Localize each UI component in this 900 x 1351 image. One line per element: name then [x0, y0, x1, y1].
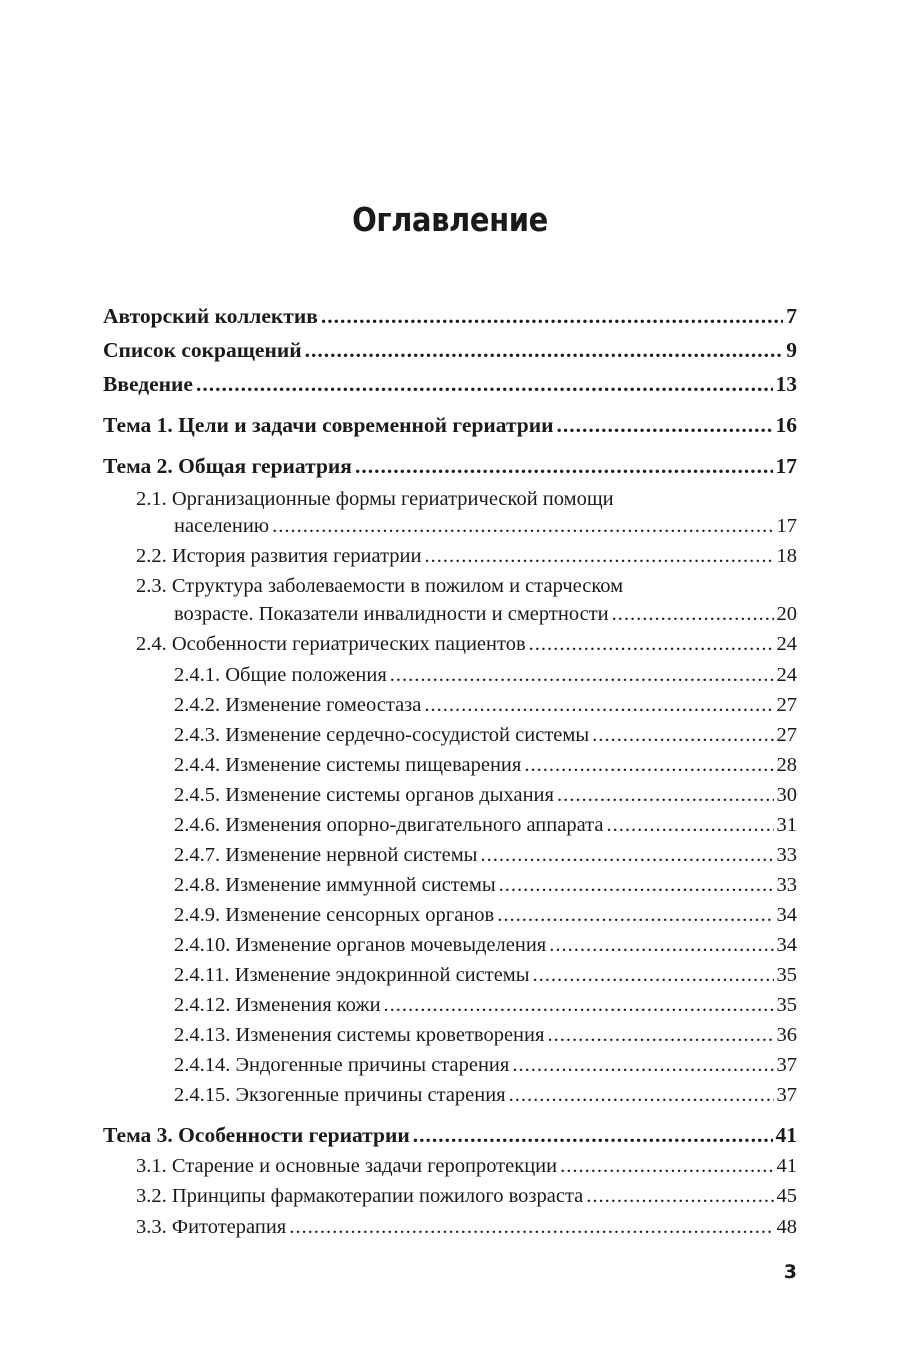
toc-entry-page: 20 — [776, 603, 797, 625]
toc-entry-label: 2.4.10. Изменение органов мочевыделения — [174, 934, 547, 956]
toc-entry-page: 37 — [776, 1084, 797, 1106]
dot-leader — [413, 1120, 773, 1150]
toc-entry[interactable] — [103, 335, 797, 365]
toc-entry-label: Тема 3. Особенности гериатрии — [103, 1123, 410, 1147]
dot-leader — [557, 780, 774, 810]
toc-entry-page: 33 — [776, 874, 797, 896]
toc-entry-page: 35 — [776, 964, 797, 986]
toc-entry[interactable] — [174, 511, 797, 541]
toc-entry-label: 2.4.3. Изменение сердечно-сосудистой системы — [174, 724, 590, 746]
toc-entry[interactable] — [174, 780, 797, 810]
toc-entry[interactable] — [174, 1020, 797, 1050]
dot-leader — [390, 660, 774, 690]
toc-entry-page: 24 — [776, 633, 797, 655]
toc-entry-label: Список сокращений — [103, 338, 302, 362]
dot-leader — [499, 870, 774, 900]
toc-entry[interactable] — [136, 1181, 797, 1211]
toc-entry-label: 2.4.7. Изменение нервной системы — [174, 844, 478, 866]
toc-entry[interactable] — [174, 690, 797, 720]
dot-leader — [586, 1181, 773, 1211]
page-title: Оглавление — [352, 200, 548, 239]
toc-entry-page: 7 — [786, 304, 797, 328]
toc-entry-page: 34 — [776, 904, 797, 926]
toc-entry[interactable] — [136, 541, 797, 571]
toc-entry[interactable] — [174, 930, 797, 960]
toc-entry-label: 2.4.6. Изменения опорно-двигательного аппарата — [174, 814, 604, 836]
toc-entry-page: 17 — [775, 454, 797, 478]
toc-entry-page: 18 — [776, 545, 797, 567]
toc-entry-page: 41 — [776, 1155, 797, 1177]
toc-entry-label-line1[interactable]: 2.3. Структура заболеваемости в пожилом и старческом — [136, 575, 624, 597]
toc-entry-label: возрасте. Показатели инвалидности и смертности — [174, 603, 609, 625]
toc-entry-label: 3.2. Принципы фармакотерапии пожилого возраста — [136, 1185, 584, 1207]
toc-entry[interactable] — [103, 1120, 797, 1150]
toc-entry-page: 48 — [776, 1216, 797, 1238]
toc-entry-page: 17 — [776, 515, 797, 537]
toc-entry-label: Введение — [103, 372, 193, 396]
toc-entry[interactable] — [103, 451, 797, 481]
toc-entry-page: 45 — [776, 1185, 797, 1207]
toc-entry[interactable] — [136, 629, 797, 659]
dot-leader — [606, 810, 773, 840]
toc-entry-label: 2.4.12. Изменения кожи — [174, 994, 381, 1016]
toc-entry-label: 2.4.11. Изменение эндокринной системы — [174, 964, 530, 986]
dot-leader — [533, 960, 774, 990]
toc-entry-page: 34 — [776, 934, 797, 956]
dot-leader — [592, 720, 773, 750]
toc-entry-page: 33 — [776, 844, 797, 866]
toc-entry-label: 2.4. Особенности гериатрических пациентов — [136, 633, 526, 655]
dot-leader — [196, 369, 773, 399]
toc-entry-page: 24 — [776, 664, 797, 686]
dot-leader — [509, 1080, 774, 1110]
dot-leader — [560, 1151, 773, 1181]
toc-entry[interactable] — [103, 301, 797, 331]
toc-entry[interactable] — [174, 900, 797, 930]
toc-entry-label: 2.4.8. Изменение иммунной системы — [174, 874, 496, 896]
toc-entry-label: 2.2. История развития гериатрии — [136, 545, 422, 567]
toc-entry[interactable] — [174, 599, 797, 629]
dot-leader — [524, 750, 773, 780]
toc-entry-page: 37 — [776, 1054, 797, 1076]
toc-entry[interactable] — [174, 840, 797, 870]
dot-leader — [529, 629, 774, 659]
dot-leader — [425, 541, 774, 571]
toc-entry[interactable] — [136, 1212, 797, 1242]
toc-entry-label: Тема 2. Общая гериатрия — [103, 454, 352, 478]
toc-entry-label: 2.4.2. Изменение гомеостаза — [174, 694, 422, 716]
dot-leader — [557, 410, 773, 440]
toc-entry-label: 2.4.1. Общие положения — [174, 664, 387, 686]
dot-leader — [384, 990, 774, 1020]
toc-entry-label-line1[interactable]: 2.1. Организационные формы гериатрической помощи — [136, 488, 614, 510]
toc-entry[interactable] — [174, 750, 797, 780]
toc-entry[interactable] — [103, 369, 797, 399]
dot-leader — [272, 511, 773, 541]
toc-entry-page: 13 — [775, 372, 797, 396]
toc-entry-label: 2.4.14. Эндогенные причины старения — [174, 1054, 510, 1076]
dot-leader — [321, 301, 783, 331]
dot-leader — [612, 599, 774, 629]
toc-entry-label: 2.4.9. Изменение сенсорных органов — [174, 904, 495, 926]
toc-entry-page: 16 — [775, 413, 797, 437]
toc-entry-label: 2.4.4. Изменение системы пищеварения — [174, 754, 522, 776]
toc-entry-label: 3.3. Фитотерапия — [136, 1216, 287, 1238]
dot-leader — [424, 690, 773, 720]
toc-entry[interactable] — [174, 810, 797, 840]
toc-entry-page: 27 — [776, 724, 797, 746]
toc-entry[interactable] — [174, 870, 797, 900]
toc-entry-page: 27 — [776, 694, 797, 716]
toc-entry-label: Тема 1. Цели и задачи современной гериатрии — [103, 413, 554, 437]
toc-entry-page: 36 — [776, 1024, 797, 1046]
dot-leader — [289, 1212, 773, 1242]
toc-entry-label: 2.4.13. Изменения системы кроветворения — [174, 1024, 545, 1046]
toc-entry[interactable] — [174, 720, 797, 750]
toc-entry-page: 35 — [776, 994, 797, 1016]
toc-entry[interactable] — [136, 1151, 797, 1181]
toc-entry[interactable] — [174, 1050, 797, 1080]
toc-entry-page: 9 — [786, 338, 797, 362]
dot-leader — [547, 1020, 773, 1050]
toc-entry[interactable] — [103, 410, 797, 440]
dot-leader — [480, 840, 773, 870]
dot-leader — [549, 930, 773, 960]
toc-entry-page: 31 — [776, 814, 797, 836]
toc-entry-page: 28 — [776, 754, 797, 776]
toc-entry-label: 3.1. Старение и основные задачи геропротекции — [136, 1155, 558, 1177]
toc-entry-page: 41 — [775, 1123, 797, 1147]
toc-entry[interactable] — [174, 960, 797, 990]
toc-entry-label: населению — [174, 515, 270, 537]
page-number: 3 — [783, 1261, 797, 1283]
dot-leader — [355, 451, 773, 481]
dot-leader — [305, 335, 784, 365]
dot-leader — [497, 900, 773, 930]
toc-entry-label: 2.4.15. Экзогенные причины старения — [174, 1084, 506, 1106]
toc-entry-label: Авторский коллектив — [103, 304, 318, 328]
dot-leader — [512, 1050, 773, 1080]
toc-entry[interactable] — [174, 990, 797, 1020]
toc-entry-page: 30 — [776, 784, 797, 806]
toc-entry-label: 2.4.5. Изменение системы органов дыхания — [174, 784, 554, 806]
toc-entry[interactable] — [174, 660, 797, 690]
toc-entry[interactable] — [174, 1080, 797, 1110]
